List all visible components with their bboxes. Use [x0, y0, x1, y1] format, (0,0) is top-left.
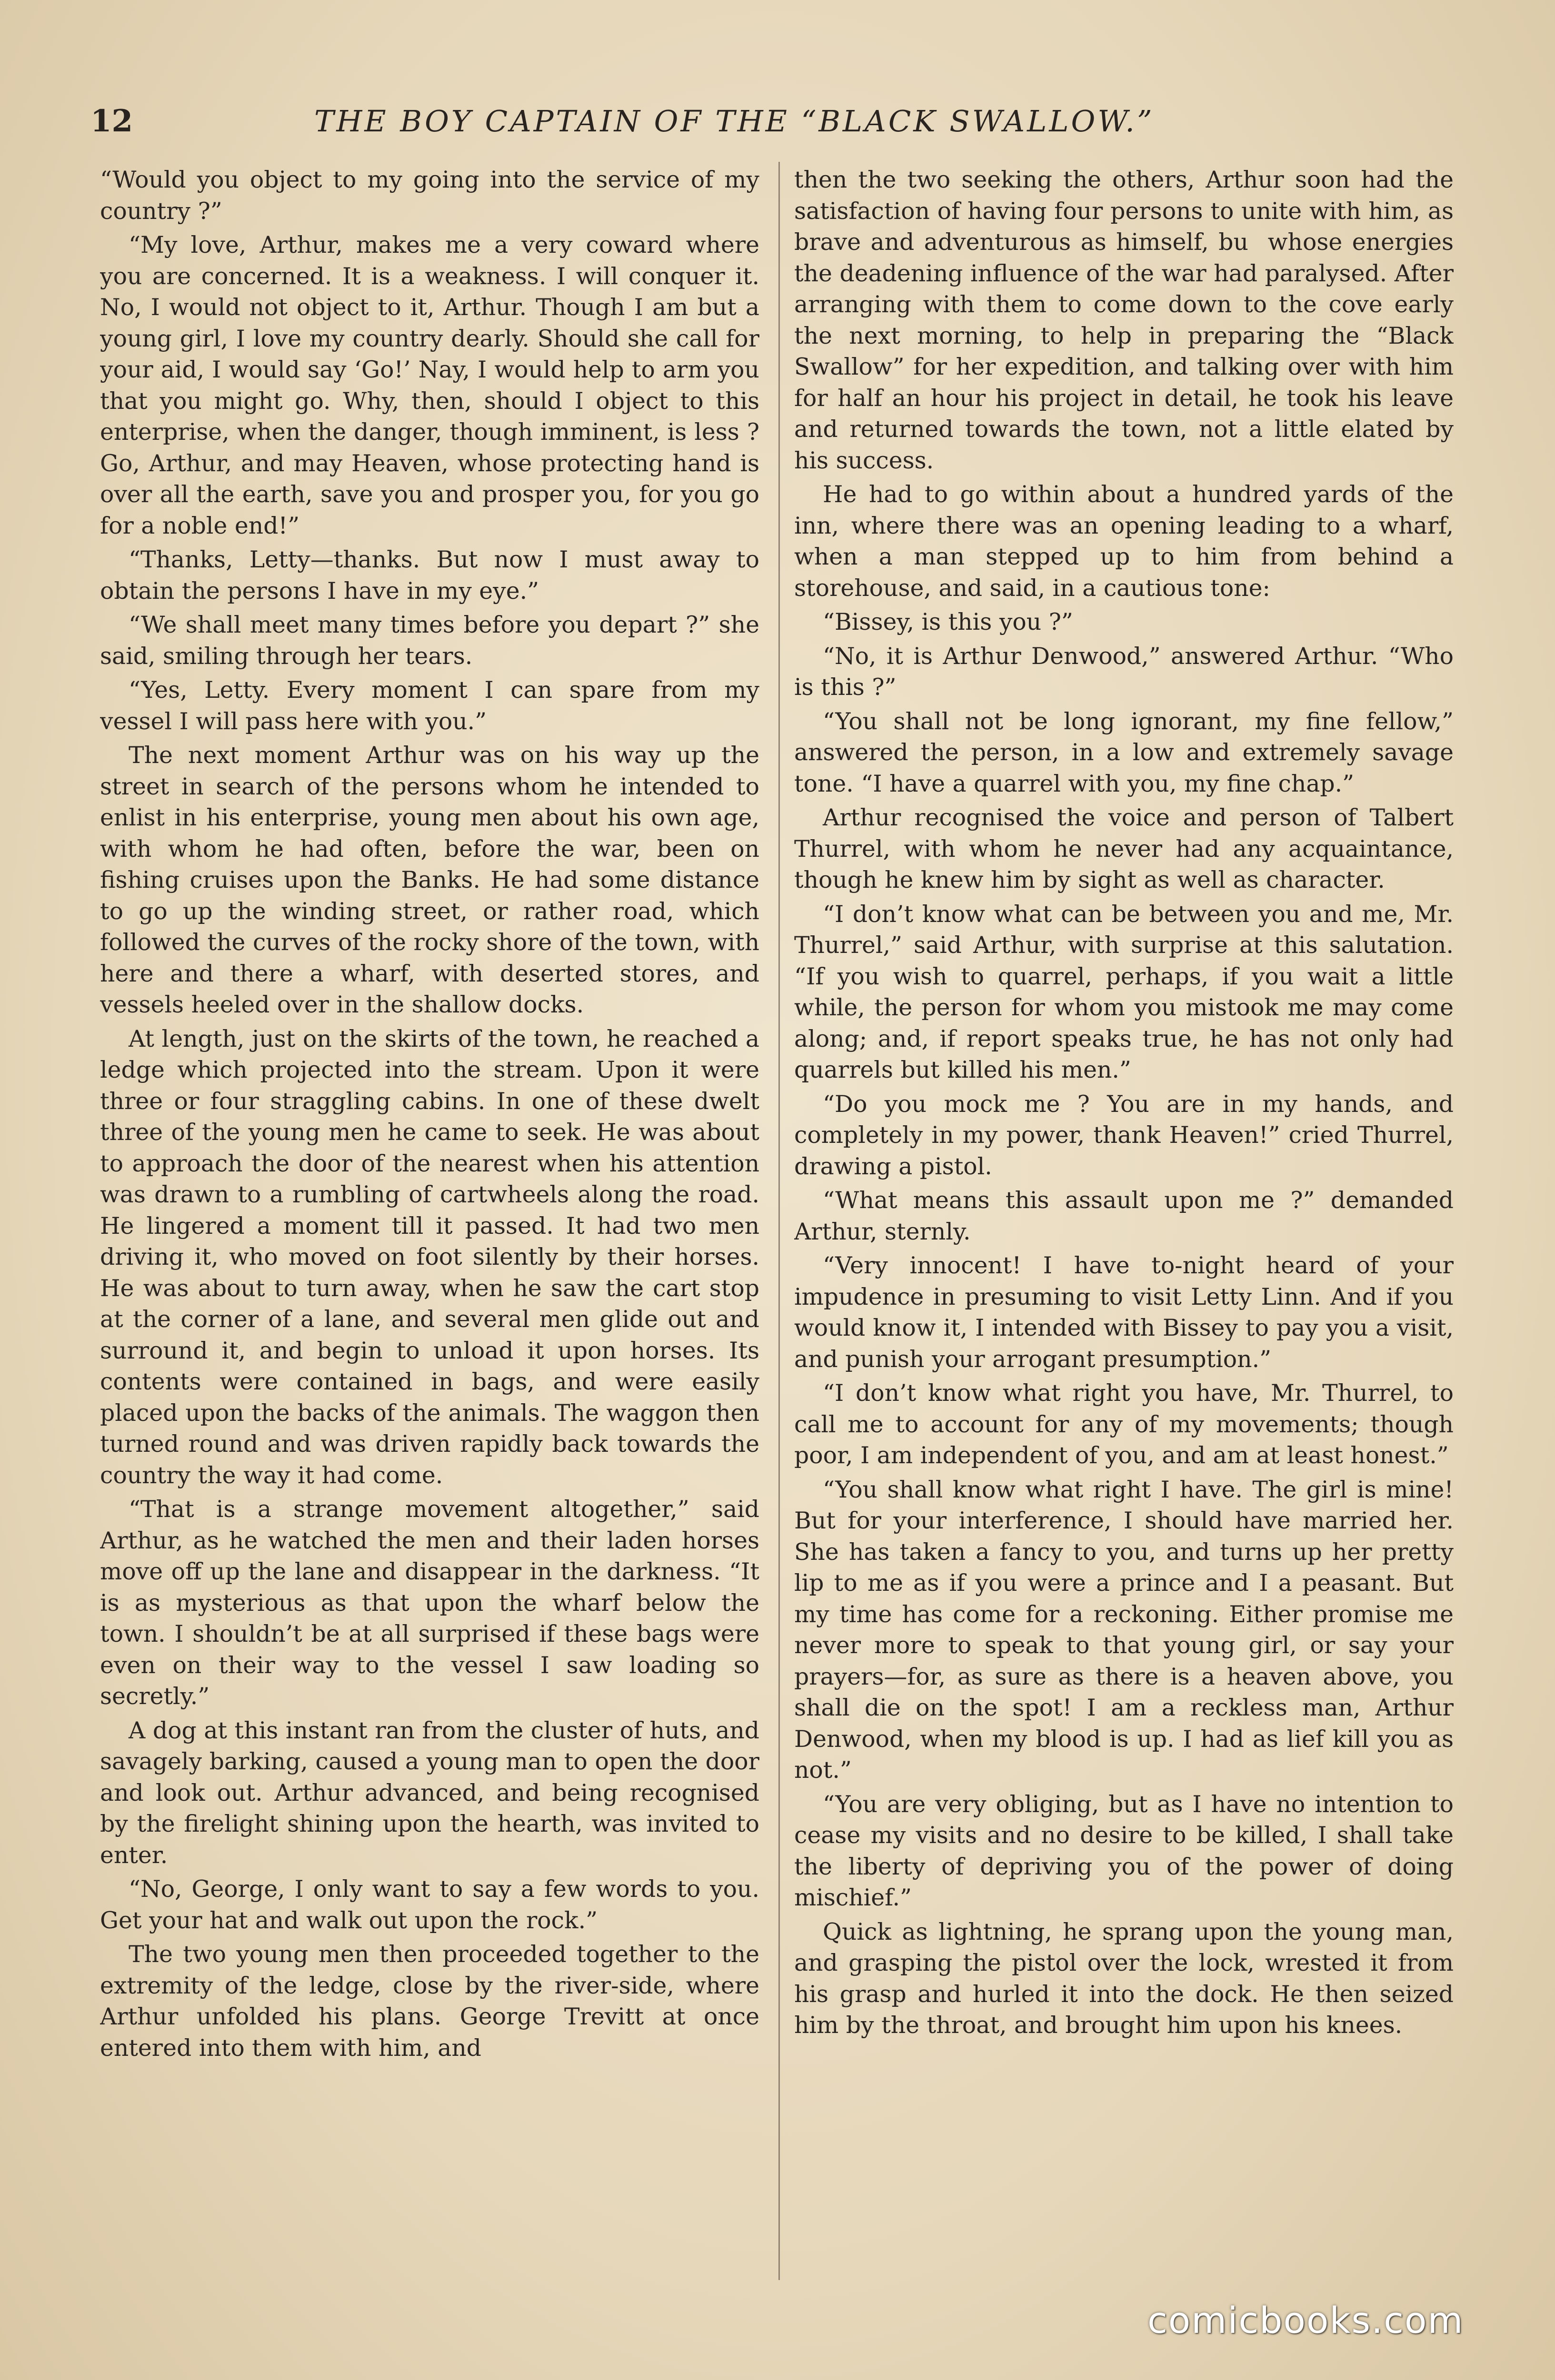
- paragraph: then the two seeking the others, Arthur soon had the satisfaction of having four persons to unite with him, as brave and adventurous as himself, bu whose energies the deadening influence of the war had paralysed. After arranging with them to come down to the cove early the next morning, to help in preparing the “Black Swallow” for her expedition, and talking over with him for half an hour his project in detail, he took his leave and returned towards the town, not a little elated by his success.: [794, 166, 1454, 474]
- paragraph: “Thanks, Letty—thanks. But now I must away to obtain the persons I have in my eye.”: [100, 546, 759, 605]
- page-header: [90, 95, 1471, 148]
- left-column: [100, 164, 759, 2282]
- paragraph: Arthur recognised the voice and person of Talbert Thurrel, with whom he never had any acquaintance, though he knew him by sight as well as character.: [794, 804, 1454, 893]
- paragraph: “You are very obliging, but as I have no intention to cease my visits and no desire to be killed, I shall take the liberty of depriving you of the power of doing mischief.”: [794, 1790, 1454, 1911]
- paragraph: “You shall know what right I have. The girl is mine! But for your interference, I should have married her. She has taken a fancy to you, and turns up her pretty lip to me as if you were a prince and I a peasant. But my time has come for a reckoning. Either promise me never more to speak to that young girl, or say your prayers—for, as sure as there is a heaven above, you shall die on the spot! I am a reckless man, Arthur Denwood, when my blood is up. I had as lief kill you as not.”: [794, 1476, 1454, 1784]
- paragraph: The next moment Arthur was on his way up the street in search of the persons whom he intended to enlist in his enterprise, young men about his own age, with whom he had often, before the war, been on fishing cruises upon the Banks. He had some distance to go up the winding street, or rather road, which followed the curves of the rocky shore of the town, with here and there a wharf, with deserted stores, and vessels heeled over in the shallow docks.: [100, 742, 759, 1018]
- paragraph: The two young men then proceeded together to the extremity of the ledge, close by the river-side, where Arthur unfolded his plans. George Trevitt at once entered into them with him, and: [100, 1941, 759, 2062]
- paragraph: “That is a strange movement altogether,” said Arthur, as he watched the men and their laden horses move off up the lane and disappear in the darkness. “It is as mysterious as that upon the wharf below the town. I shouldn’t be at all surprised if these bags were even on their way to the vessel I saw loading so secretly.”: [100, 1496, 759, 1710]
- paragraph: “We shall meet many times before you depart ?” she said, smiling through her tears.: [100, 611, 759, 670]
- paragraph: He had to go within about a hundred yards of the inn, where there was an opening leading to a wharf, when a man stepped up to him from behind a storehouse, and said, in a cautious tone:: [794, 481, 1454, 602]
- paragraph: A dog at this instant ran from the cluster of huts, and savagely barking, caused a young man to open the door and look out. Arthur advanced, and being recognised by the firelight shining upon the hearth, was invited to enter.: [100, 1716, 759, 1869]
- paragraph: “Yes, Letty. Every moment I can spare from my vessel I will pass here with you.”: [100, 676, 759, 735]
- paragraph: “What means this assault upon me ?” demanded Arthur, sternly.: [794, 1187, 1454, 1245]
- paragraph: “No, it is Arthur Denwood,” answered Arthur. “Who is this ?”: [794, 642, 1454, 701]
- paragraph: “Would you object to my going into the service of my country ?”: [100, 166, 759, 225]
- paragraph: “You shall not be long ignorant, my fine fellow,” answered the person, in a low and extremely savage tone. “I have a quarrel with you, my fine chap.”: [794, 707, 1454, 797]
- column-divider: [778, 162, 780, 2280]
- right-column: [794, 164, 1454, 2282]
- paragraph: “Very innocent! I have to-night heard of your impudence in presuming to visit Letty Linn. And if you would know it, I intended with Bissey to pay you a visit, and punish your arrogant presumption.”: [794, 1252, 1454, 1373]
- running-title: THE BOY CAPTAIN OF THE “BLACK SWALLOW.”: [314, 104, 1155, 139]
- paragraph: Quick as lightning, he sprang upon the young man, and grasping the pistol over the lock, wrested it from his grasp and hurled it into the dock. He then seized him by the throat, and brought him upon his knees.: [794, 1918, 1454, 2039]
- paragraph: “Do you mock me ? You are in my hands, and completely in my power, thank Heaven!” cried Thurrel, drawing a pistol.: [794, 1090, 1454, 1180]
- paragraph: “No, George, I only want to say a few words to you. Get your hat and walk out upon the rock.”: [100, 1875, 759, 1934]
- watermark-logo: comicbooks.com: [1147, 2299, 1464, 2341]
- paragraph: “Bissey, is this you ?”: [823, 608, 1073, 635]
- paragraph: “I don’t know what right you have, Mr. Thurrel, to call me to account for any of my movements; though poor, I am independent of you, and am at least honest.”: [794, 1379, 1454, 1469]
- paragraph: “My love, Arthur, makes me a very coward where you are concerned. It is a weakness. I will conquer it. No, I would not object to it, Arthur. Though I am but a young girl, I love my country dearly. Should she call for your aid, I would say ‘Go!’ Nay, I would help to arm you that you might go. Why, then, should I object to this enterprise, when the danger, though imminent, is less ? Go, Arthur, and may Heaven, whose protecting hand is over all the earth, save you and prosper you, for you go for a noble end!”: [100, 231, 759, 539]
- page-number: 12: [90, 103, 133, 139]
- paragraph: “I don’t know what can be between you and me, Mr. Thurrel,” said Arthur, with surprise at this salutation. “If you wish to quarrel, perhaps, if you wait a little while, the person for whom you mistook me may come along; and, if report speaks true, he has not only had quarrels but killed his men.”: [794, 900, 1454, 1083]
- paragraph: At length, just on the skirts of the town, he reached a ledge which projected into the stream. Upon it were three or four straggling cabins. In one of these dwelt three of the young men he came to seek. He was about to approach the door of the nearest when his attention was drawn to a rumbling of cartwheels along the road. He lingered a moment till it passed. It had two men driving it, who moved on foot silently by their horses. He was about to turn away, when he saw the cart stop at the corner of a lane, and several men glide out and surround it, and begin to unload it upon horses. Its contents were contained in bags, and were easily placed upon the backs of the animals. The waggon then turned round and was driven rapidly back towards the country the way it had come.: [100, 1025, 759, 1489]
